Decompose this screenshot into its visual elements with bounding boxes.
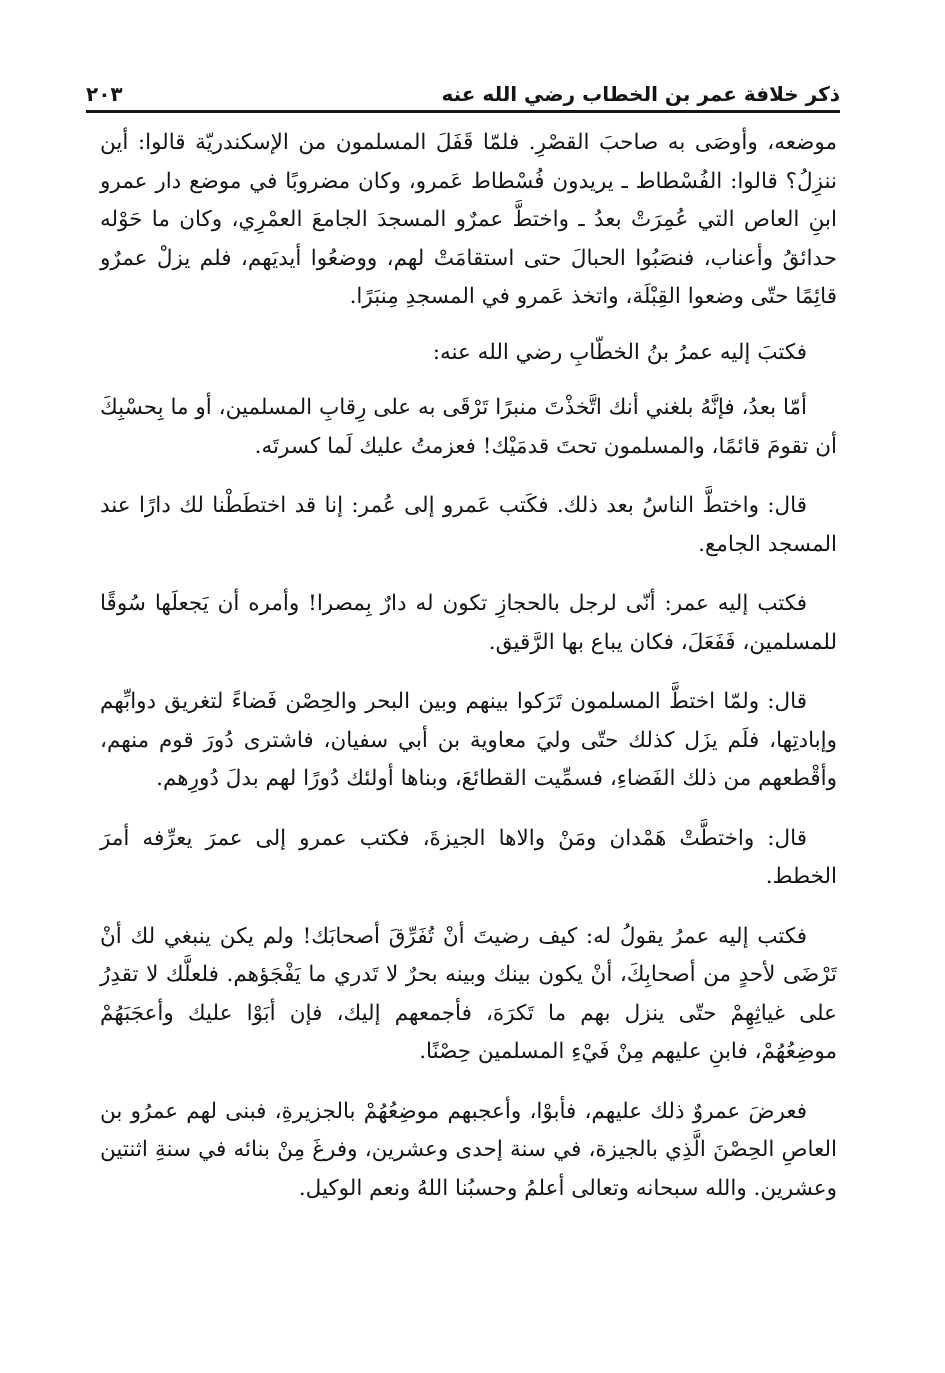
running-header bbox=[86, 66, 840, 106]
paragraph: فكتب إليه عمر: أنّى لرجل بالحجازِ تكون له دارٌ بِمصرا! وأمره أن يَجعلَها سُوقًا للمسلمين، فَفَعَلَ، فكان يباع بها الرَّقيق. bbox=[100, 591, 837, 655]
paragraph: قال: ولمّا اختطَّ المسلمون تَرَكوا بينهم وبين البحر والحِصْن فَضاءً لتغريق دوابِّهم وإبادتِها، فلَم يزَل كذلك حتّى وليَ معاوية بن أبي سفيان، فاشترى دُورَ قوم منهم، وأقْطعهم من ذلك الفَضاءِ، فسمِّيت القطائعَ، وبناها أولئك دُورًا لهم بدلَ دُورِهم. bbox=[100, 689, 837, 791]
paragraph: قال: واختطَّتْ هَمْدان ومَنْ والاها الجيزةَ، فكتب عمرو إلى عمرَ يعرِّفه أمرَ الخطط. bbox=[100, 825, 837, 889]
paragraph: فكتبَ إليه عمرُ بنُ الخطّابِ رضي الله عنه: bbox=[432, 339, 807, 365]
paragraph: أمّا بعدُ، فإنَّهُ بلغني أنك اتَّخذْتَ منبرًا تَرْقَى به على رِقابِ المسلمين، أو ما بِحسْبِكَ أن تقومَ قائمًا، والمسلمون تحتَ قدمَيْك! فعزمتُ عليك لَما كسرتَه. bbox=[100, 395, 837, 459]
chapter-title: ذكر خلافة عمر بن الخطاب رضي الله عنه bbox=[441, 82, 840, 106]
paragraph: قال: واختطَّ الناسُ بعد ذلك. فكَتب عَمرو إلى عُمر: إنا قد اختطَطْنا لك دارًا عند المسجد الجامع. bbox=[100, 493, 837, 557]
header-rule bbox=[86, 110, 840, 113]
body-text bbox=[100, 124, 837, 1208]
paragraph: موضعه، وأوصَى به صاحبَ القصْرِ. فلمّا قَفَلَ المسلمون من الإسكندريّة قالوا: أين ننزِلُ؟ قالوا: الفُسْطاط ـ يريدون فُسْطاط عَمرو، وكان مضروبًا في موضع دار عمرو ابنِ العاص التي عُمِرَتْ بعدُ ـ واختطَّ عمرٌو المسجدَ الجامعَ العمْرِي، وكان ما حَوْله حدائقُ وأعناب، فنصَبُوا الحبالَ حتى استقامَتْ لهم، ووضعُوا أيديَهم، فلم يزلْ عمرٌو قائِمًا حتّى وضعوا القِبْلَة، واتخذ عَمرو في المسجدِ مِنبَرًا. bbox=[100, 130, 837, 309]
paragraph: فعرضَ عمروٌ ذلك عليهم، فأبوْا، وأعجبهم موضِعُهُمْ بالجزيرةِ، فبنى لهم عمرُو بن العاصِ الحِصْنَ الَّذِي بالجيزة، في سنة إحدى وعشرين، وفرغَ مِنْ بنائه في سنةِ اثنتين وعشرين. والله سبحانه وتعالى أعلمُ وحسبُنا اللهُ ونعم الوكيل. bbox=[100, 1098, 837, 1201]
paragraph: فكتب إليه عمرُ يقولُ له: كيف رضيتَ أنْ تُفَرِّقَ أصحابَك! ولم يكن ينبغي لك أنْ تَرْضَى لأحدٍ من أصحابِكَ، أنْ يكون بينك وبينه بحرٌ لا تَدري ما يَفْجَؤهم. فلعلَّك لا تقدِرُ على غياثِهِمْ حتّى ينزل بهم ما تَكرَهَ، فأجمعهم إليك، فإن أبَوْا عليك وأعجَبَهُمْ موضِعُهُمْ، فابنِ عليهم مِنْ فَيْءِ المسلمين حِصْنًا. bbox=[100, 923, 837, 1064]
page-number: ٢٠٣ bbox=[86, 82, 123, 106]
